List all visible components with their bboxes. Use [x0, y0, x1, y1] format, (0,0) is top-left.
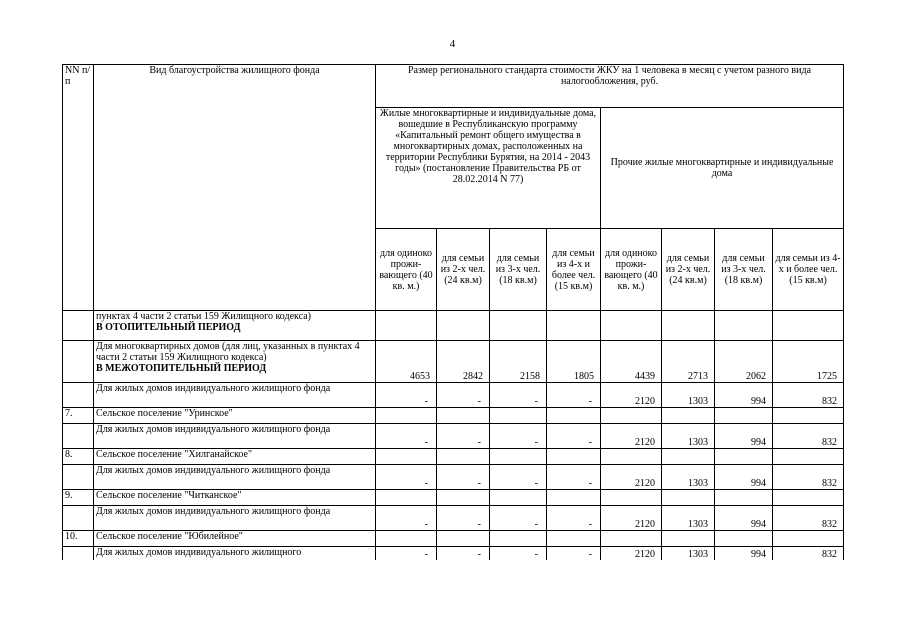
- value-cell: -: [490, 547, 547, 560]
- value-cell: [547, 531, 601, 547]
- row-text: Для жилых домов индивидуального жилищного фонда: [96, 424, 331, 435]
- row-number: [63, 341, 94, 383]
- table-row: [63, 506, 844, 531]
- value-cell: -: [547, 547, 601, 560]
- value-cell: 994: [715, 383, 773, 408]
- table-row: [63, 465, 844, 490]
- value-cell: -: [437, 506, 490, 531]
- value-cell: [376, 490, 437, 506]
- row-number: [63, 506, 94, 531]
- value-cell: [662, 490, 715, 506]
- value-cell: 2120: [601, 424, 662, 449]
- header-type: Вид благоустройства жилищного фонда: [94, 65, 376, 311]
- header-row: [63, 65, 844, 108]
- row-description: [94, 424, 376, 449]
- value-cell: 2120: [601, 547, 662, 560]
- value-cell: 994: [715, 547, 773, 560]
- row-text: Для жилых домов индивидуального жилищного фонда: [96, 506, 331, 517]
- row-number: 10.: [63, 531, 94, 547]
- value-cell: [376, 408, 437, 424]
- row-description: [94, 547, 376, 560]
- row-number: [63, 383, 94, 408]
- value-cell: [715, 408, 773, 424]
- value-cell: -: [490, 465, 547, 490]
- value-cell: [547, 311, 601, 341]
- value-cell: [376, 449, 437, 465]
- row-text: Для многоквартирных домов (для лиц, указанных в пунктах 4 части 2 статьи 159 Жилищного кодекса): [96, 341, 360, 363]
- table-row: [63, 383, 844, 408]
- row-number: 8.: [63, 449, 94, 465]
- value-cell: 2062: [715, 341, 773, 383]
- value-cell: -: [437, 424, 490, 449]
- row-text: пунктах 4 части 2 статьи 159 Жилищного кодекса): [96, 311, 311, 322]
- value-cell: -: [547, 383, 601, 408]
- table-row: [63, 424, 844, 449]
- value-cell: 2120: [601, 383, 662, 408]
- row-text: Сельское поселение "Читканское": [96, 490, 242, 501]
- value-cell: 4653: [376, 341, 437, 383]
- value-cell: 832: [773, 506, 844, 531]
- value-cell: [601, 490, 662, 506]
- value-cell: [376, 531, 437, 547]
- col-header: для семьи из 4-х и более чел. (15 кв.м): [773, 229, 844, 311]
- value-cell: -: [437, 547, 490, 560]
- value-cell: [490, 449, 547, 465]
- table-row: [63, 531, 844, 547]
- value-cell: 1303: [662, 506, 715, 531]
- header-group-other: Прочие жилые многоквартирные и индивидуальные дома: [601, 108, 844, 229]
- value-cell: [773, 531, 844, 547]
- row-text: Для жилых домов индивидуального жилищного: [96, 547, 302, 558]
- value-cell: -: [376, 506, 437, 531]
- col-header: для одиноко прожи-вающего (40 кв. м.): [601, 229, 662, 311]
- table-row: [63, 408, 844, 424]
- value-cell: 2120: [601, 465, 662, 490]
- value-cell: [715, 490, 773, 506]
- value-cell: -: [376, 465, 437, 490]
- tariff-table: [62, 64, 844, 560]
- value-cell: 1303: [662, 465, 715, 490]
- row-description: [94, 311, 376, 341]
- col-header: для семьи из 4-х и более чел. (15 кв.м): [547, 229, 601, 311]
- value-cell: [437, 449, 490, 465]
- value-cell: [601, 531, 662, 547]
- row-description: [94, 490, 376, 506]
- value-cell: [437, 408, 490, 424]
- row-description: [94, 341, 376, 383]
- value-cell: [547, 449, 601, 465]
- value-cell: [490, 408, 547, 424]
- value-cell: -: [490, 383, 547, 408]
- value-cell: [715, 531, 773, 547]
- row-description: [94, 506, 376, 531]
- row-text: Сельское поселение "Уринское": [96, 408, 233, 419]
- row-description: [94, 408, 376, 424]
- value-cell: [547, 408, 601, 424]
- value-cell: [490, 531, 547, 547]
- value-cell: 2713: [662, 341, 715, 383]
- value-cell: 2842: [437, 341, 490, 383]
- value-cell: 994: [715, 465, 773, 490]
- table-row: [63, 547, 844, 560]
- value-cell: [601, 408, 662, 424]
- row-text: Сельское поселение "Хилганайское": [96, 449, 253, 460]
- value-cell: [437, 490, 490, 506]
- value-cell: -: [490, 506, 547, 531]
- row-text: Для жилых домов индивидуального жилищного фонда: [96, 465, 331, 476]
- value-cell: [715, 449, 773, 465]
- value-cell: 832: [773, 465, 844, 490]
- header-nn: NN п/п: [63, 65, 94, 311]
- value-cell: [773, 408, 844, 424]
- table-row: [63, 449, 844, 465]
- col-header: для семьи из 2-х чел. (24 кв.м): [662, 229, 715, 311]
- value-cell: [662, 408, 715, 424]
- period-label: В МЕЖОТОПИТЕЛЬНЫЙ ПЕРИОД: [96, 363, 267, 374]
- value-cell: 1303: [662, 547, 715, 560]
- value-cell: -: [547, 465, 601, 490]
- value-cell: 832: [773, 383, 844, 408]
- row-description: [94, 383, 376, 408]
- value-cell: -: [490, 424, 547, 449]
- value-cell: [662, 449, 715, 465]
- value-cell: -: [376, 424, 437, 449]
- value-cell: 1303: [662, 424, 715, 449]
- value-cell: -: [437, 383, 490, 408]
- table-row: [63, 490, 844, 506]
- row-description: [94, 449, 376, 465]
- value-cell: 1725: [773, 341, 844, 383]
- value-cell: [662, 311, 715, 341]
- table-row: [63, 341, 844, 383]
- value-cell: 2120: [601, 506, 662, 531]
- col-header: для семьи из 3-х чел. (18 кв.м): [715, 229, 773, 311]
- value-cell: 994: [715, 506, 773, 531]
- value-cell: 2158: [490, 341, 547, 383]
- value-cell: 4439: [601, 341, 662, 383]
- row-description: [94, 465, 376, 490]
- value-cell: 832: [773, 547, 844, 560]
- row-text: Сельское поселение "Юбилейное": [96, 531, 243, 542]
- row-number: 7.: [63, 408, 94, 424]
- value-cell: [773, 449, 844, 465]
- value-cell: -: [376, 383, 437, 408]
- col-header: для семьи из 3-х чел. (18 кв.м): [490, 229, 547, 311]
- value-cell: [773, 311, 844, 341]
- value-cell: -: [547, 506, 601, 531]
- value-cell: [601, 311, 662, 341]
- value-cell: [437, 531, 490, 547]
- value-cell: -: [376, 547, 437, 560]
- value-cell: [715, 311, 773, 341]
- table-row: [63, 311, 844, 341]
- row-number: [63, 424, 94, 449]
- value-cell: [662, 531, 715, 547]
- value-cell: [773, 490, 844, 506]
- value-cell: [601, 449, 662, 465]
- value-cell: [490, 311, 547, 341]
- row-number: [63, 465, 94, 490]
- value-cell: -: [437, 465, 490, 490]
- value-cell: [547, 490, 601, 506]
- value-cell: [490, 490, 547, 506]
- value-cell: 994: [715, 424, 773, 449]
- header-size: Размер регионального стандарта стоимости ЖКУ на 1 человека в месяц с учетом разного вида налогообложения, руб.: [376, 65, 844, 108]
- row-description: [94, 531, 376, 547]
- value-cell: -: [547, 424, 601, 449]
- col-header: для одиноко прожи-вающего (40 кв. м.): [376, 229, 437, 311]
- value-cell: [376, 311, 437, 341]
- row-number: 9.: [63, 490, 94, 506]
- value-cell: 1303: [662, 383, 715, 408]
- period-label: В ОТОПИТЕЛЬНЫЙ ПЕРИОД: [96, 322, 241, 333]
- value-cell: 1805: [547, 341, 601, 383]
- header-group-program: Жилые многоквартирные и индивидуальные дома, вошедшие в Республиканскую программу «Капитальный ремонт общего имущества в многоквартирных домах, расположенных на территории Республики Бурятия, на 2014 - 2043 годы» (постановление Правительства РБ от 28.02.2014 N 77): [376, 108, 601, 229]
- row-number: [63, 311, 94, 341]
- row-text: Для жилых домов индивидуального жилищного фонда: [96, 383, 331, 394]
- col-header: для семьи из 2-х чел. (24 кв.м): [437, 229, 490, 311]
- row-number: [63, 547, 94, 560]
- value-cell: 832: [773, 424, 844, 449]
- page-number: 4: [449, 38, 456, 50]
- value-cell: [437, 311, 490, 341]
